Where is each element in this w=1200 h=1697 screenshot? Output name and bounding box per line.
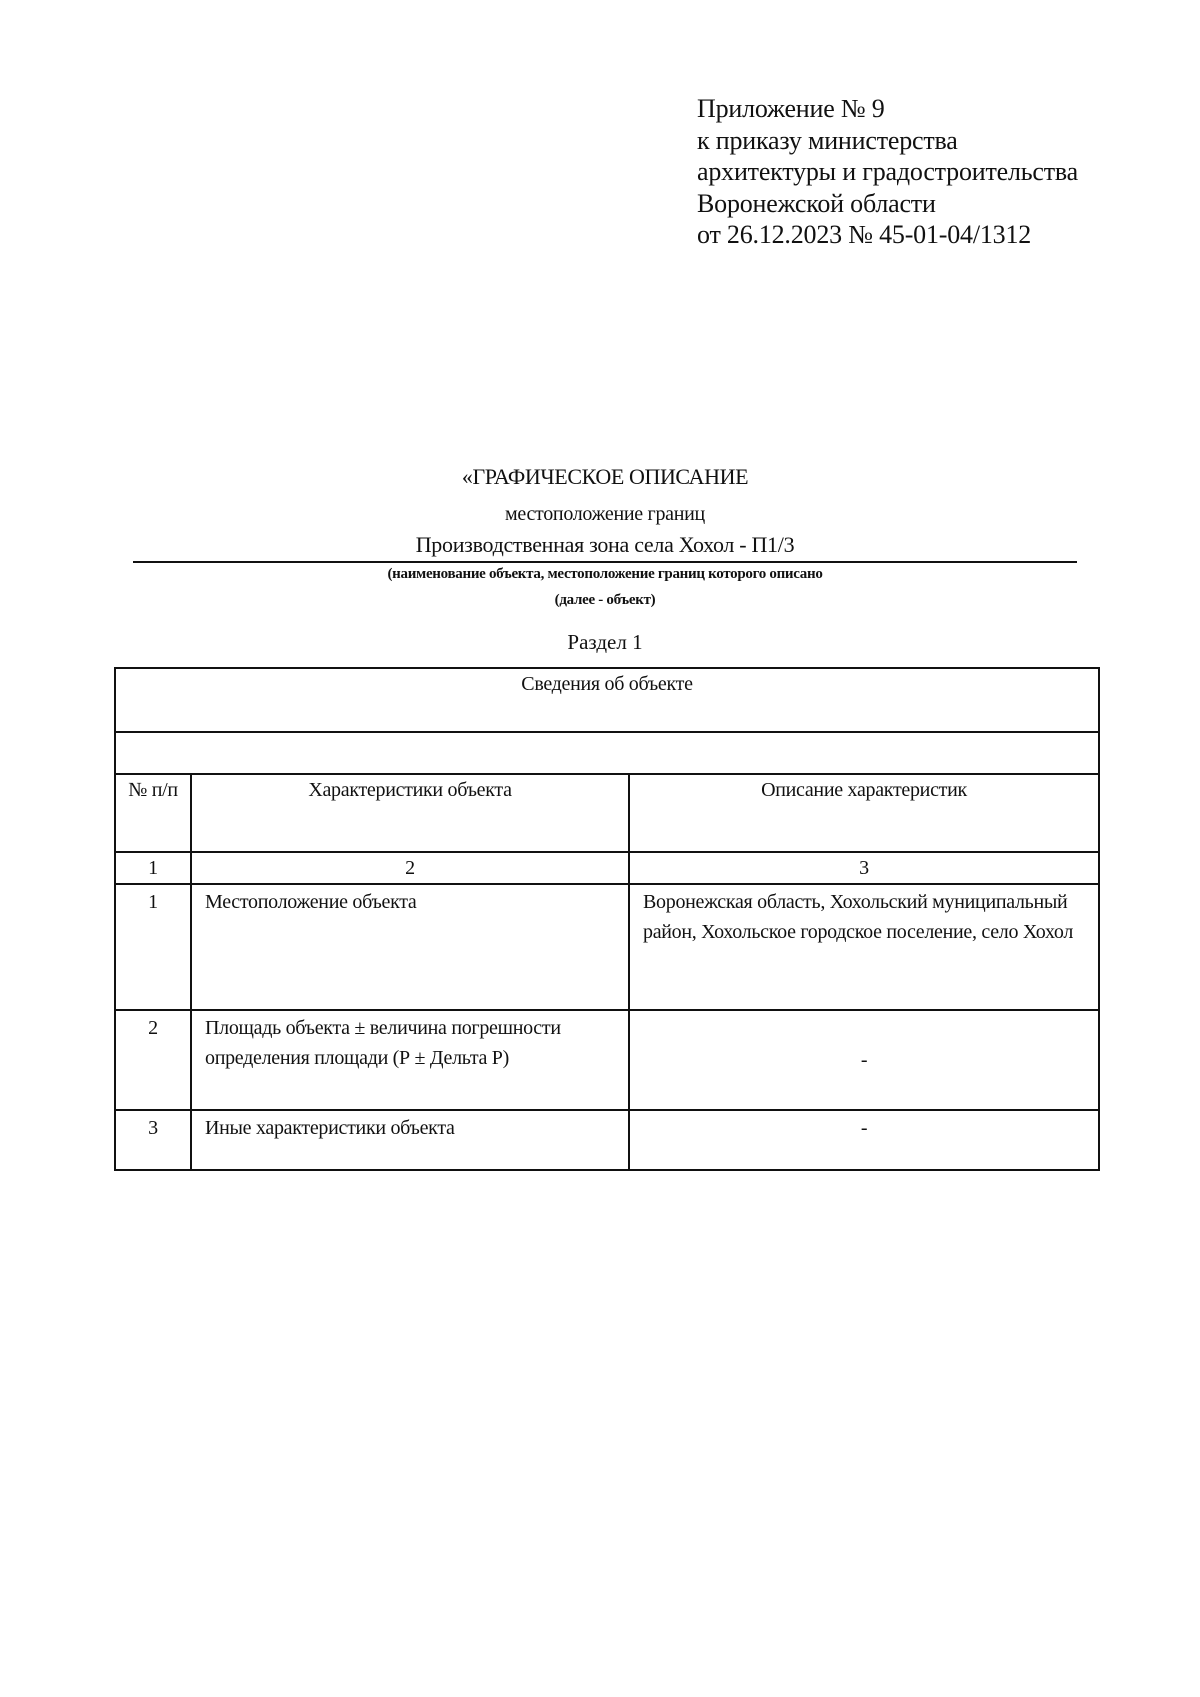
document-title: «ГРАФИЧЕСКОЕ ОПИСАНИЕ [461, 464, 749, 489]
table-blank-cell [115, 732, 1099, 774]
appendix-line-5: от 26.12.2023 № 45-01-04/1312 [697, 220, 1032, 249]
table-column-numbers-row [115, 852, 1099, 884]
col-number-3: 3 [629, 852, 1099, 884]
col-number-1: 1 [115, 852, 191, 884]
row-number: 2 [115, 1010, 191, 1110]
row-number: 3 [115, 1110, 191, 1170]
col-number-2: 2 [191, 852, 629, 884]
row-description: Воронежская область, Хохольский муниципальный район, Хохольское городское поселение, село Хохол [629, 884, 1099, 1010]
appendix-line-4: Воронежской области [697, 188, 936, 218]
object-name: Производственная зона села Хохол - П1/3 [415, 532, 795, 557]
object-note-line-1: (наименование объекта, местоположение границ которого описано [387, 566, 823, 582]
table-blank-row [115, 732, 1099, 774]
object-note-line-2: (далее - объект) [554, 592, 656, 608]
row-description: - [629, 1110, 1099, 1170]
table-row [115, 1010, 1099, 1110]
appendix-line-3: архитектуры и градостроительства [697, 157, 1078, 186]
col-header-characteristics: Характеристики объекта [191, 774, 629, 852]
table-row [115, 884, 1099, 1010]
row-characteristic: Иные характеристики объекта [191, 1110, 629, 1170]
table-caption: Сведения об объекте [115, 668, 1099, 732]
document-subtitle: местоположение границ [505, 503, 705, 525]
table-header-row [115, 774, 1099, 852]
row-description: - [629, 1010, 1099, 1110]
row-characteristic: Площадь объекта ± величина погрешности определения площади (Р ± Дельта Р) [191, 1010, 629, 1110]
col-header-number: № п/п [115, 774, 191, 852]
table-row [115, 1110, 1099, 1170]
object-name-underline [133, 561, 1077, 563]
object-info-table [114, 667, 1100, 1171]
appendix-line-2: к приказу министерства [697, 125, 958, 155]
row-characteristic: Местоположение объекта [191, 884, 629, 1010]
appendix-line-1: Приложение № 9 [697, 94, 885, 123]
section-title: Раздел 1 [567, 630, 643, 654]
col-header-description: Описание характеристик [629, 774, 1099, 852]
table-caption-row [115, 668, 1099, 732]
appendix-block [697, 93, 1078, 251]
row-number: 1 [115, 884, 191, 1010]
